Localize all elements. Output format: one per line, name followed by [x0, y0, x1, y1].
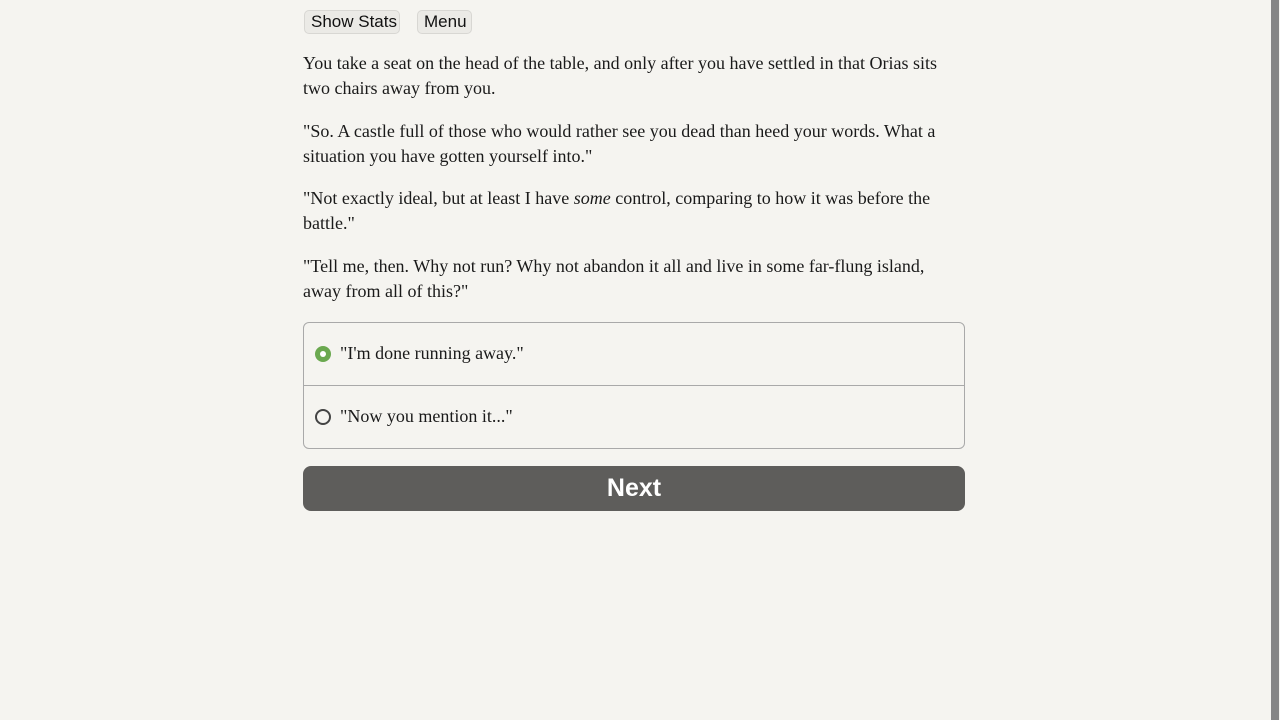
scrollbar[interactable] — [1268, 0, 1280, 720]
choice-list — [303, 322, 965, 449]
radio-selected-icon[interactable] — [315, 346, 331, 362]
menu-button[interactable]: Menu — [417, 10, 472, 34]
choice-label: "Now you mention it..." — [340, 406, 513, 426]
passage-paragraph-2: "So. A castle full of those who would rather see you dead than heed your words. What a situation you have gotten yourself into." — [303, 121, 936, 166]
choice-label: "I'm done running away." — [340, 343, 524, 363]
passage-text: control, comparing to how it was before the battle." — [303, 188, 931, 233]
passage-paragraph-1: You take a seat on the head of the table, and only after you have settled in that Orias sits two chairs away from you. — [303, 53, 937, 98]
choice-option-now-you-mention[interactable] — [304, 386, 964, 448]
passage-paragraph-3 — [303, 186, 965, 236]
passage-text: "Not exactly ideal, but at least I have — [303, 188, 574, 208]
choice-option-done-running[interactable] — [304, 323, 964, 386]
emphasis-text: some — [573, 188, 611, 208]
show-stats-button[interactable]: Show Stats — [304, 10, 400, 34]
passage-paragraph-4: "Tell me, then. Why not run? Why not abandon it all and live in some far-flung island, away from all of this?" — [303, 256, 925, 301]
scrollbar-thumb[interactable] — [1271, 0, 1279, 720]
next-button[interactable]: Next — [303, 466, 965, 511]
radio-unselected-icon[interactable] — [315, 409, 331, 425]
